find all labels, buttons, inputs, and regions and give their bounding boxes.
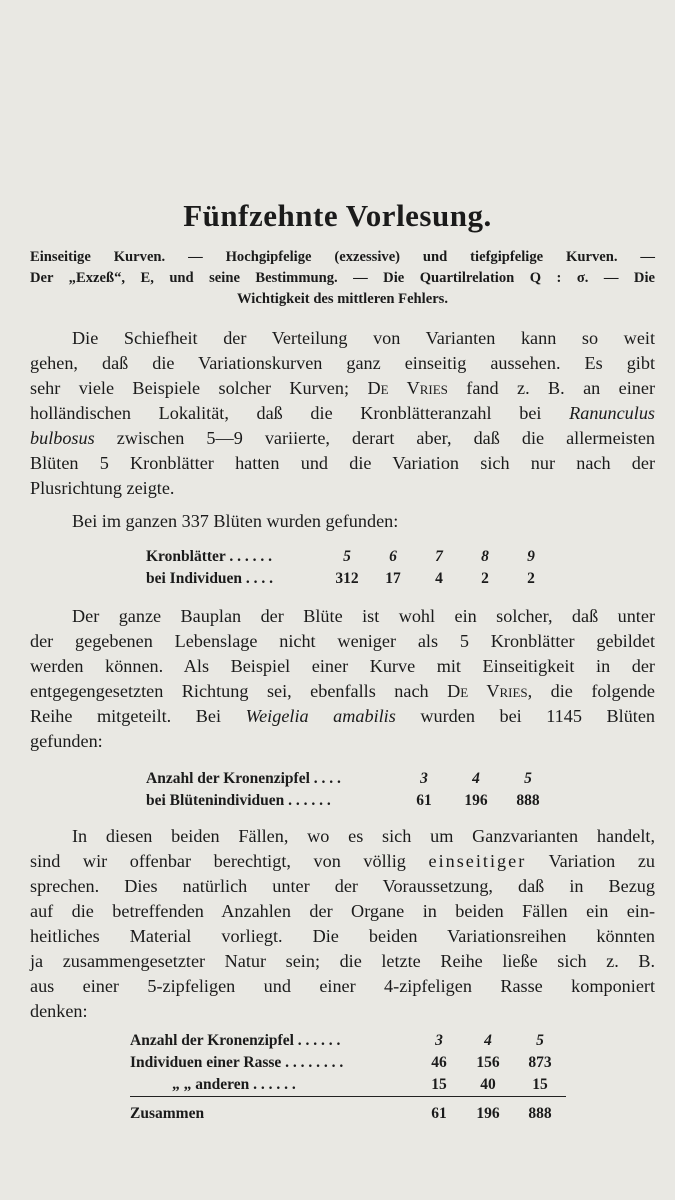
table-row	[146, 546, 554, 568]
table-cell: 4	[472, 770, 480, 787]
table-cell: 156	[476, 1054, 500, 1071]
table-cell: 7	[435, 548, 443, 565]
table-row	[146, 790, 554, 812]
species-name: bulbosus	[30, 428, 95, 448]
text-line: heitliches Material vorliegt. Die beiden Variationsreihen könnten	[30, 926, 655, 946]
table-cell: 5	[524, 770, 532, 787]
table-cell: 17	[385, 570, 401, 587]
table-cell: 312	[335, 570, 359, 587]
text-line	[30, 401, 655, 426]
text-segment: sehr viele Beispiele solcher Kurven;	[30, 378, 350, 398]
row-label: bei Individuen . . . .	[146, 570, 274, 587]
text-segment: entgegengesetzten Richtung sei, ebenfalls nach	[30, 681, 429, 701]
species-name: Ranunculus	[569, 403, 655, 423]
text-line: aus einer 5-zipfeligen und einer 4-zipfeligen Rasse komponiert	[30, 976, 655, 996]
text-line	[30, 376, 655, 401]
emphasis-text: einseitiger	[428, 851, 527, 871]
text-line: auf die betreffenden Anzahlen der Organe in beiden Fällen ein ein-	[30, 901, 655, 921]
composite-series-table	[130, 1030, 566, 1125]
row-label: Anzahl der Kronenzipfel . . . . . .	[130, 1032, 341, 1049]
text-line	[30, 426, 655, 451]
table-cell: 2	[481, 570, 489, 587]
text-line: werden können. Als Beispiel einer Kurve mit Einseitigkeit in der	[30, 656, 655, 676]
text-segment: Variation zu	[548, 851, 656, 871]
text-line: gefunden:	[30, 731, 103, 751]
table-cell: 5	[343, 548, 351, 565]
row-label: Individuen einer Rasse . . . . . . . .	[130, 1054, 344, 1071]
chapter-title: Fünfzehnte Vorlesung.	[183, 198, 492, 233]
text-line: gehen, daß die Variationskurven ganz einseitig aussehen. Es gibt	[30, 353, 655, 373]
table-cell: 3	[435, 1032, 443, 1049]
row-label: „ „ anderen . . . . . .	[172, 1076, 296, 1093]
table-cell: 873	[528, 1054, 552, 1071]
text-line: Plusrichtung zeigte.	[30, 478, 175, 498]
text-line: In diesen beiden Fällen, wo es sich um Ganzvarianten handelt,	[72, 826, 655, 846]
table-cell: 5	[536, 1032, 544, 1049]
summary-line: Wichtigkeit des mittleren Fehlers.	[236, 291, 449, 307]
table-cell: 61	[416, 792, 432, 809]
text-line: Bei im ganzen 337 Blüten wurden gefunden:	[72, 511, 399, 531]
text-line: denken:	[30, 1001, 88, 1021]
petal-count-table	[146, 546, 554, 590]
paragraph-3	[30, 604, 655, 754]
table-cell: 61	[416, 1097, 462, 1126]
text-segment: zwischen 5—9 variierte, derart aber, daß die allermeisten	[116, 428, 655, 448]
text-segment: wurden bei 1145 Blüten	[420, 706, 656, 726]
table-row	[146, 568, 554, 590]
table-row	[130, 1074, 566, 1097]
table-cell: 8	[481, 548, 489, 565]
table-cell: 4	[484, 1032, 492, 1049]
text-segment: fand z. B. an einer	[466, 378, 656, 398]
table-cell: 888	[516, 792, 540, 809]
table-total-row	[130, 1097, 566, 1126]
summary-line: Der „Exzeß“, E, und seine Bestimmung. — Die Quartilrelation Q : σ. — Die	[30, 270, 655, 286]
row-label: bei Blütenindividuen . . . . . .	[146, 792, 331, 809]
table-cell: 6	[389, 548, 397, 565]
text-line: Der ganze Bauplan der Blüte ist wohl ein solcher, daß unter	[72, 606, 655, 626]
table-cell: 2	[527, 570, 535, 587]
paragraph-2	[30, 509, 655, 534]
row-label: Anzahl der Kronenzipfel . . . .	[146, 770, 341, 787]
text-line: Blüten 5 Kronblätter hatten und die Variation sich nur nach der	[30, 453, 655, 473]
table-row	[130, 1052, 566, 1074]
species-name: Weigelia amabilis	[245, 706, 396, 726]
total-label: Zusammen	[130, 1097, 416, 1126]
table-cell: 3	[420, 770, 428, 787]
table-cell: 196	[464, 792, 488, 809]
table-cell: 888	[514, 1097, 566, 1126]
text-segment: , die folgende	[527, 681, 655, 701]
table-cell: 15	[431, 1076, 447, 1093]
chapter-summary	[30, 247, 655, 310]
text-line: der gegebenen Lebenslage nicht weniger als 5 Kronblätter gebildet	[30, 631, 655, 651]
table-cell: 196	[462, 1097, 514, 1126]
paragraph-1	[30, 326, 655, 501]
text-line	[30, 849, 655, 874]
text-line: sprechen. Dies natürlich unter der Voraussetzung, daß in Bezug	[30, 876, 655, 896]
author-name: De Vries	[367, 378, 448, 398]
corolla-lobes-table	[146, 768, 554, 812]
text-segment: Reihe mitgeteilt. Bei	[30, 706, 222, 726]
table-row	[146, 768, 554, 790]
table-row	[130, 1030, 566, 1052]
text-segment: holländischen Lokalität, daß die Kronblätteranzahl bei	[30, 403, 542, 423]
table-cell: 15	[532, 1076, 548, 1093]
text-line: Die Schiefheit der Verteilung von Varianten kann so weit	[72, 328, 655, 348]
author-name: De Vries	[447, 681, 528, 701]
table-cell: 9	[527, 548, 535, 565]
text-line: ja zusammengesetzter Natur sein; die letzte Reihe ließe sich z. B.	[30, 951, 655, 971]
paragraph-4	[30, 824, 655, 1024]
text-segment: sind wir offenbar berechtigt, von völlig	[30, 851, 406, 871]
table-cell: 46	[431, 1054, 447, 1071]
text-line	[30, 704, 655, 729]
table-cell: 40	[480, 1076, 496, 1093]
summary-line: Einseitige Kurven. — Hochgipfelige (exzessive) und tiefgipfelige Kurven. —	[30, 249, 655, 265]
row-label: Kronblätter . . . . . .	[146, 548, 273, 565]
table-cell: 4	[435, 570, 443, 587]
text-line	[30, 679, 655, 704]
